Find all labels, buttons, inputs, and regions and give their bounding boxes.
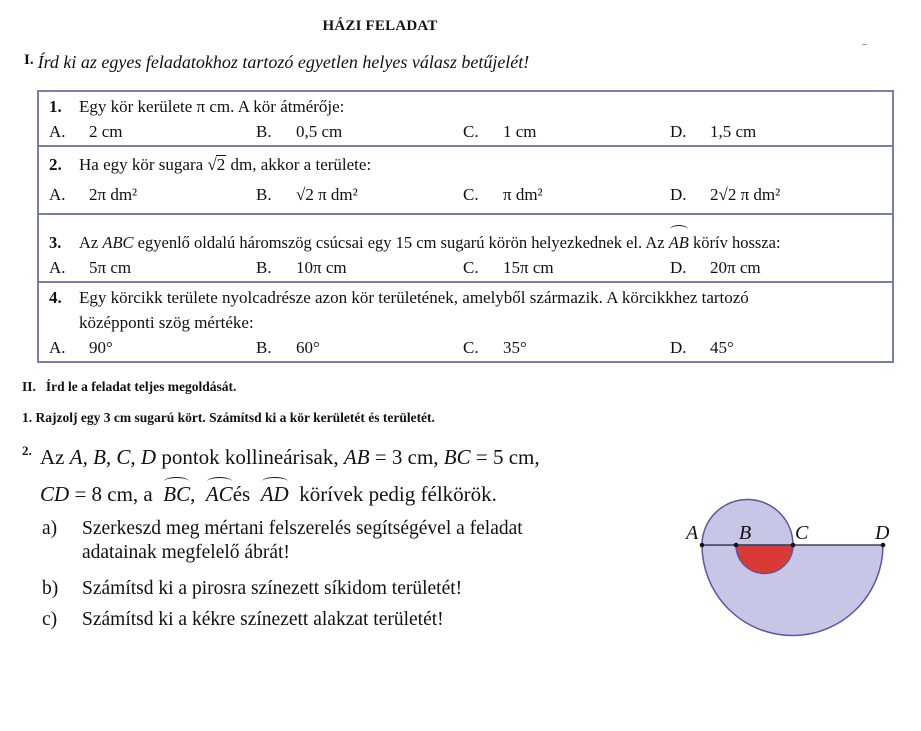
sqrt-value: 2: [216, 155, 226, 174]
arc-ac: AC: [205, 482, 233, 506]
arc-ab: AB: [669, 230, 689, 255]
label-a: A: [686, 522, 699, 544]
option-b: B. 0,5 cm: [256, 122, 343, 141]
question-3: [38, 214, 893, 282]
question-2: 2. Ha egy kör sugara √2 dm, akkor a területe: A. 2π dm² B. √2 π dm² C. π dm² D. 2√2 π dm²: [38, 146, 893, 214]
option-b: B. √2 π dm²: [256, 185, 358, 204]
section-1-instruction: Írd ki az egyes feladatokhoz tartozó egyetlen helyes válasz betűjelét!: [37, 52, 530, 72]
option-b: B. 60°: [256, 338, 320, 357]
task-2-number: 2.: [22, 443, 32, 458]
semicircle-ad: [702, 545, 883, 636]
section-1-number: I.: [24, 52, 34, 68]
subtask-a: a) Szerkeszd meg mértani felszerelés segítségével a feladat adatainak megfelelő ábrát!: [42, 518, 523, 563]
question-text: Az: [79, 233, 99, 252]
section-2-number: II.: [22, 379, 36, 394]
question-text: Egy körcikk területe nyolcadrésze azon kör területének, amelyből származik. A körcikkhez tartozó: [79, 288, 749, 307]
option-c: C. 1 cm: [463, 122, 537, 141]
section-1-heading: [24, 52, 529, 73]
page-title: HÁZI FELADAT: [322, 18, 438, 34]
section-2-instruction: Írd le a feladat teljes megoldását.: [45, 379, 237, 394]
quiz-table: [37, 90, 894, 363]
question-text-end: körív hossza:: [693, 233, 781, 252]
semicircle-figure: [680, 495, 900, 645]
subtask-c: c) Számítsd ki a kékre színezett alakzat területét!: [42, 609, 444, 630]
option-c: C. π dm²: [463, 185, 543, 204]
question-1: [38, 91, 893, 146]
task-2-line-1: Az A, B, C, D pontok kollineárisak, AB = 3 cm, BC = 5 cm,: [40, 445, 540, 469]
task-1: 1. Rajzolj egy 3 cm sugarú kört. Számítsd ki a kör kerületét és területét.: [22, 410, 435, 425]
question-4: [38, 282, 893, 362]
label-b: B: [739, 522, 752, 544]
option-a: A. 2π dm²: [49, 185, 138, 204]
question-number: 3.: [49, 233, 62, 252]
arc-ad: AD: [260, 482, 289, 506]
label-c: C: [795, 522, 809, 544]
question-number: 4.: [49, 288, 62, 307]
question-number: 1.: [49, 97, 62, 116]
task-2-line-2: CD = 8 cm, a BC, ACés AD körívek pedig félkörök.: [40, 482, 497, 506]
label-d: D: [875, 522, 890, 544]
option-c: C. 35°: [463, 338, 527, 357]
section-2-heading: [22, 379, 236, 395]
option-d: D. 2√2 π dm²: [670, 185, 781, 204]
question-text-mid: egyenlő oldalú háromszög csúcsai egy 15 cm sugarú körön helyezkednek el. Az: [137, 233, 665, 252]
triangle-name: ABC: [102, 233, 134, 252]
question-text-end: dm, akkor a területe:: [230, 155, 372, 174]
option-a: A. 5π cm: [49, 258, 132, 277]
option-a: A. 90°: [49, 338, 113, 357]
option-c: C. 15π cm: [463, 258, 554, 277]
question-text-line2: középponti szög mértéke:: [79, 313, 254, 332]
option-b: B. 10π cm: [256, 258, 347, 277]
subtask-b: b) Számítsd ki a pirosra színezett síkidom területét!: [42, 578, 463, 599]
arc-bc: BC: [163, 482, 191, 506]
question-number: 2.: [49, 155, 62, 174]
option-d: D. 1,5 cm: [670, 122, 757, 141]
option-d: D. 20π cm: [670, 258, 761, 277]
option-d: D. 45°: [670, 338, 734, 357]
question-text: Egy kör kerülete π cm. A kör átmérője:: [79, 97, 345, 116]
question-text: Ha egy kör sugara: [79, 155, 204, 174]
option-a: A. 2 cm: [49, 122, 123, 141]
stray-mark: [862, 44, 867, 45]
